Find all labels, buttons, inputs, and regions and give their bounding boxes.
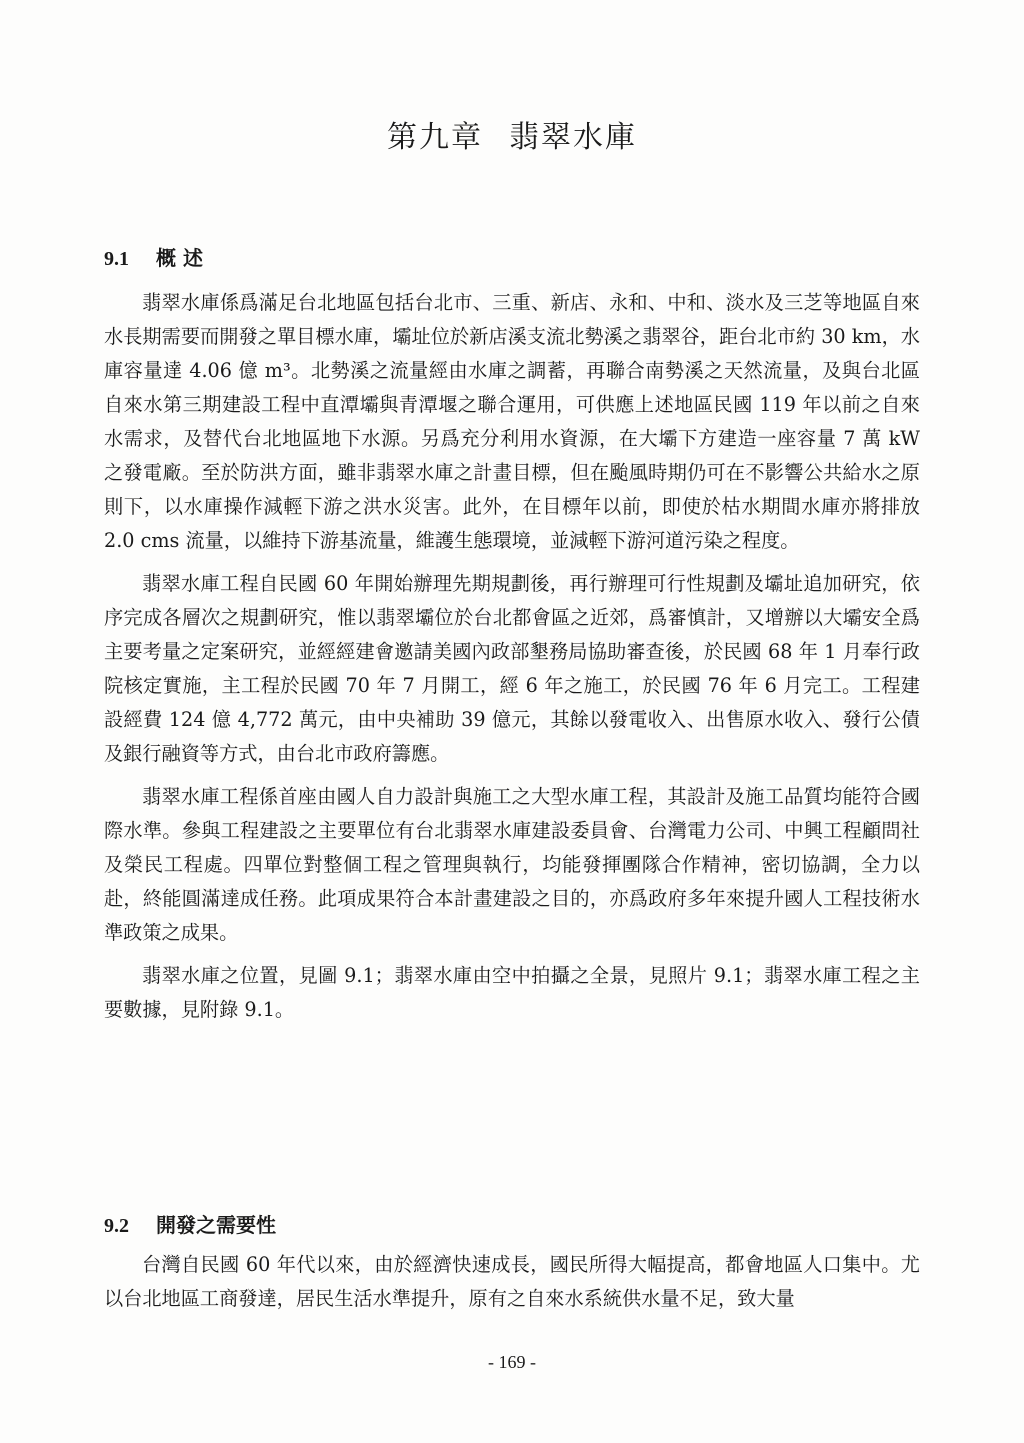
section-title: 開發之需要性 [156,1213,276,1237]
chapter-title [0,112,1024,156]
section-title: 概 述 [156,246,203,270]
section-number: 9.1 [104,248,129,270]
paragraph: 台灣自民國 60 年代以來，由於經濟快速成長，國民所得大幅提高，都會地區人口集中。尤以台北地區工商發達，居民生活水準提升，原有之自來水系統供水量不足，致大量 [104,1253,920,1310]
paragraph: 翡翠水庫係爲滿足台北地區包括台北市、三重、新店、永和、中和、淡水及三芝等地區自來水長期需要而開發之單目標水庫，壩址位於新店溪支流北勢溪之翡翠谷，距台北市約 30 km，水庫容量達 4.06 億 m³。北勢溪之流量經由水庫之調蓄，再聯合南勢溪之天然流量，及與台北區自來水第三期建設工程中直潭壩與青潭堰之聯合運用，可供應上述地區民國 119 年以前之自來水需求，及替代台北地區地下水源。另爲充分利用水資源，在大壩下方建造一座容量 7 萬 kW 之發電廠。至於防洪方面，雖非翡翠水庫之計畫目標，但在颱風時期仍可在不影響公共給水之原則下，以水庫操作減輕下游之洪水災害。此外，在目標年以前，即使於枯水期間水庫亦將排放 2.0 cms 流量，以維持下游基流量，維護生態環境，並減輕下游河道污染之程度。 [104,291,920,552]
section-heading-9-1 [104,242,203,271]
section-number: 9.2 [104,1215,129,1237]
paragraph: 翡翠水庫工程係首座由國人自力設計與施工之大型水庫工程，其設計及施工品質均能符合國際水準。參與工程建設之主要單位有台北翡翠水庫建設委員會、台灣電力公司、中興工程顧問社及榮民工程處。四單位對整個工程之管理與執行，均能發揮團隊合作精神，密切協調，全力以赴，終能圓滿達成任務。此項成果符合本計畫建設之目的，亦爲政府多年來提升國人工程技術水準政策之成果。 [104,785,920,944]
section-heading-9-2 [104,1209,276,1238]
chapter-name: 翡翠水庫 [509,120,637,155]
page-number: - 169 - [488,1352,536,1372]
section-body-9-1 [104,286,920,1027]
section-body-9-2 [104,1248,920,1316]
paragraph: 翡翠水庫工程自民國 60 年開始辦理先期規劃後，再行辦理可行性規劃及壩址追加研究，依序完成各層次之規劃研究，惟以翡翠壩位於台北都會區之近郊，爲審慎計，又增辦以大壩安全爲主要考量之定案研究，並經經建會邀請美國內政部墾務局協助審查後，於民國 68 年 1 月奉行政院核定實施，主工程於民國 70 年 7 月開工，經 6 年之施工，於民國 76 年 6 月完工。工程建設經費 124 億 4,772 萬元，由中央補助 39 億元，其餘以發電收入、出售原水收入、發行公債及銀行融資等方式，由台北市政府籌應。 [104,572,920,765]
paragraph: 翡翠水庫之位置，見圖 9.1；翡翠水庫由空中拍攝之全景，見照片 9.1；翡翠水庫工程之主要數據，見附錄 9.1。 [104,964,920,1021]
chapter-number: 第九章 [387,120,483,155]
